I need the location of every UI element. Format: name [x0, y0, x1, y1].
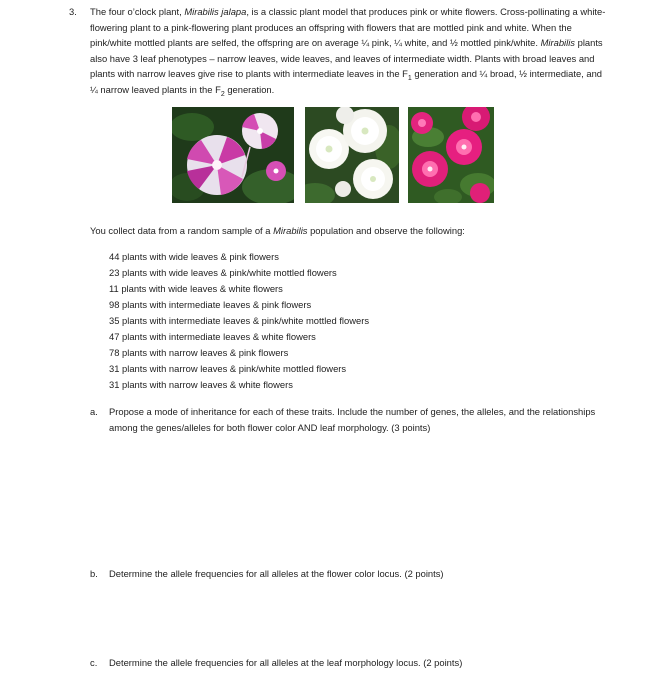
photo-white-flowers	[305, 107, 399, 203]
list-item: 31 plants with narrow leaves & white flowers	[109, 379, 293, 390]
part-a-letter: a.	[90, 406, 98, 417]
list-item: 23 plants with wide leaves & pink/white mottled flowers	[109, 267, 337, 278]
list-item: 11 plants with wide leaves & white flowers	[109, 283, 283, 294]
list-item: 78 plants with narrow leaves & pink flowers	[109, 347, 289, 358]
part-a-text: Propose a mode of inheritance for each of these traits. Include the number of genes, the alleles, and the relationships among the genes/alleles for both flower color AND leaf morphology. (3 points)	[109, 406, 596, 433]
genus-name: Mirabilis	[540, 37, 575, 49]
photo-mottled-flowers	[172, 107, 294, 203]
part-c-text: Determine the allele frequencies for all alleles at the leaf morphology locus. (2 points)	[109, 657, 463, 668]
genus-name: Mirabilis	[273, 225, 308, 236]
list-item: 35 plants with intermediate leaves & pink/white mottled flowers	[109, 315, 370, 326]
intro-paragraph: The four o’clock plant, Mirabilis jalapa, is a classic plant model that produces pink or white flowers. Cross-pollinating a white-flowering plant to a pink-flowering plant produces an offspring with flowers that are mottled pink and white. When the pink/white mottled plants are selfed, the offspring are on average ¼ pink, ¼ white, and ½ mottled pink/white. Mirabilis plants also have 3 leaf phenotypes – narrow leaves, wide leaves, and leaves of intermediate width. Plants with broad leaves and plants with narrow leaves give rise to plants with intermediate leaves in the $F_1$ generation and ¼ broad, ½ intermediate, and ¼ narrow leaved plants in the $F_2$ generation.	[90, 6, 606, 98]
question-number: 3.	[69, 6, 77, 17]
question-intro	[90, 4, 608, 98]
collect-statement: You collect data from a random sample of a Mirabilis population and observe the following:	[90, 225, 465, 236]
list-item: 47 plants with intermediate leaves & white flowers	[109, 331, 316, 342]
photo-pink-flowers	[408, 107, 494, 203]
list-item: 31 plants with narrow leaves & pink/white mottled flowers	[109, 363, 347, 374]
part-b-text: Determine the allele frequencies for all alleles at the flower color locus. (2 points)	[109, 568, 444, 579]
list-item: 98 plants with intermediate leaves & pink flowers	[109, 299, 312, 310]
observation-list	[109, 249, 369, 393]
part-b-letter: b.	[90, 568, 98, 579]
species-name: Mirabilis jalapa	[184, 6, 247, 17]
part-c-letter: c.	[90, 657, 98, 668]
list-item: 44 plants with wide leaves & pink flowers	[109, 251, 279, 262]
